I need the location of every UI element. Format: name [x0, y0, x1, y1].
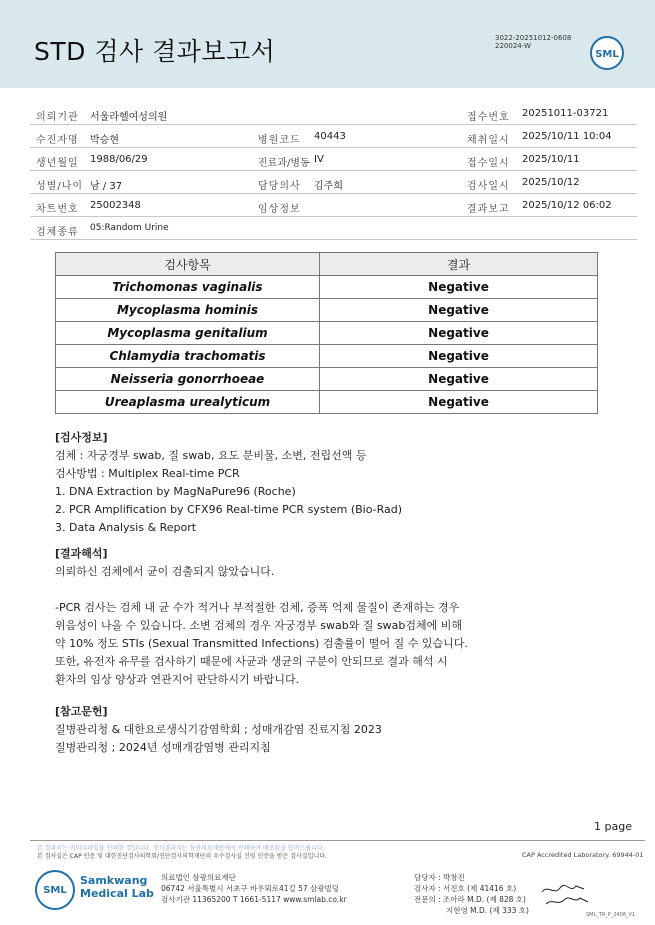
value-specimen-type: 05:Random Urine [90, 223, 169, 233]
value-report-time: 2025/10/12 06:02 [522, 200, 612, 211]
value-receipt-number: 20251011-03721 [522, 108, 609, 119]
info-row [30, 102, 637, 125]
interpretation-line: 환자의 임상 양상과 연관지어 판단하시기 바랍니다. [55, 673, 300, 686]
label-birth-date: 생년월일 [36, 158, 79, 169]
label-receipt-time: 접수일시 [467, 158, 510, 169]
test-result: Negative [320, 299, 598, 322]
label-test-time: 검사일시 [467, 181, 510, 192]
value-receipt-time: 2025/10/11 [522, 154, 580, 165]
report-title: STD 검사 결과보고서 [34, 37, 276, 66]
cap-accreditation: CAP Accredited Laboratory. 69944-01 [522, 851, 644, 859]
footer-divider [30, 840, 645, 841]
value-chart-number: 25002348 [90, 200, 141, 211]
samkwang-logo-text: SML [43, 885, 67, 896]
document-id [495, 34, 571, 50]
test-info-line: 3. Data Analysis & Report [55, 521, 197, 534]
table-row [56, 391, 598, 414]
value-physician: 김주희 [314, 181, 343, 192]
footer-print-notice: 본 결과지는 이미지파일을 인쇄한 것입니다. 정식결과지는 삼광의료재단에서 인쇄하여 배포됨을 알려드립니다. [37, 845, 325, 852]
sml-logo-icon [590, 36, 624, 70]
staff-line: 전문의 : 조아라 M.D. (제 828 호) [414, 895, 526, 904]
value-hospital-code: 40443 [314, 131, 346, 142]
form-code: SML_TR_P_2408_V1 [586, 912, 636, 918]
address-line: 의료법인 삼광의료재단 [161, 873, 236, 882]
staff-line: 지현영 M.D. (제 333 호) [446, 906, 529, 915]
label-report-time: 결과보고 [467, 204, 510, 215]
address-line: 검사기관 11365200 T 1661-5117 www.smlab.co.kr [161, 895, 347, 904]
results-table [55, 252, 598, 414]
reference-line: 질병관리청 & 대한요로생식기감염학회 ; 성매개감염 진료지침 2023 [55, 723, 382, 736]
label-physician: 담당의사 [258, 181, 301, 192]
document-id-line2: 220024-W [495, 42, 531, 50]
table-row [56, 345, 598, 368]
test-result: Negative [320, 391, 598, 414]
lab-address [161, 872, 347, 905]
test-item: Mycoplasma genitalium [56, 322, 320, 345]
interpretation-title: [결과해석] [55, 547, 108, 560]
brand-line2: Medical Lab [80, 887, 154, 900]
label-hospital-code: 병원코드 [258, 135, 301, 146]
info-row [30, 217, 637, 240]
test-item: Mycoplasma hominis [56, 299, 320, 322]
staff-line: 검사자 : 서진호 (제 41416 호) [414, 884, 517, 893]
footer-accreditation-notice: 본 검사실은 CAP 인증 및 대한진단검사의학회/진단검사의학재단의 우수검사실 신임 인증을 받은 검사실입니다. [37, 853, 327, 860]
column-header-test-item: 검사항목 [56, 253, 320, 276]
test-info-section [55, 429, 402, 537]
interpretation-summary: 의뢰하신 검체에서 균이 검출되지 않았습니다. [55, 565, 275, 578]
interpretation-line: -PCR 검사는 검체 내 균 수가 적거나 부적절한 검체, 증폭 억제 물질이 존재하는 경우 [55, 601, 460, 614]
table-row [56, 276, 598, 299]
test-result: Negative [320, 345, 598, 368]
test-result: Negative [320, 276, 598, 299]
reference-line: 질병관리청 ; 2024년 성매개감염병 관리지침 [55, 741, 271, 754]
test-info-line: 검체 : 자궁경부 swab, 질 swab, 요도 분비물, 소변, 전립선액 등 [55, 449, 367, 462]
report-header [0, 0, 655, 88]
test-result: Negative [320, 368, 598, 391]
value-test-time: 2025/10/12 [522, 177, 580, 188]
info-row [30, 148, 637, 171]
label-specimen-type: 검체종류 [36, 227, 79, 238]
staff-line: 담당자 : 박창진 [414, 873, 465, 882]
info-row [30, 125, 637, 148]
test-info-line: 2. PCR Amplification by CFX96 Real-time PCR system (Bio-Rad) [55, 503, 403, 516]
test-item: Neisseria gonorrhoeae [56, 368, 320, 391]
interpretation-line: 위음성이 나올 수 있습니다. 소변 검체의 경우 자궁경부 swab와 질 swab검체에 비해 [55, 619, 463, 632]
sml-logo-text: SML [595, 49, 619, 60]
interpretation-line: 또한, 유전자 유무를 검사하기 때문에 사균과 생균의 구분이 안되므로 결과 해석 시 [55, 655, 448, 668]
interpretation-line: 약 10% 정도 STIs (Sexual Transmitted Infections) 검출률이 떨어 질 수 있습니다. [55, 637, 468, 650]
label-sex-age: 성별/나이 [36, 181, 84, 192]
test-item: Ureaplasma urealyticum [56, 391, 320, 414]
lab-staff [414, 872, 529, 916]
test-result: Negative [320, 322, 598, 345]
samkwang-brand [80, 874, 154, 900]
label-department: 진료과/병동 [258, 158, 310, 169]
label-collection-time: 채취일시 [467, 135, 510, 146]
value-birth-date: 1988/06/29 [90, 154, 148, 165]
document-id-line1: 3022-20251012-0608 [495, 34, 572, 42]
interpretation-section [55, 545, 468, 689]
test-item: Trichomonas vaginalis [56, 276, 320, 299]
label-clinical-info: 임상정보 [258, 204, 301, 215]
test-info-title: [검사정보] [55, 431, 108, 444]
spacer [55, 581, 468, 599]
page-number: 1 page [594, 820, 632, 833]
info-row [30, 194, 637, 217]
label-receipt-number: 접수번호 [467, 112, 510, 123]
test-info-line: 검사방법 : Multiplex Real-time PCR [55, 467, 240, 480]
table-row [56, 322, 598, 345]
value-department: IV [314, 154, 324, 165]
signature-icon [540, 880, 590, 910]
value-sex-age: 남 / 37 [90, 181, 123, 192]
value-patient-name: 박승현 [90, 135, 119, 146]
test-item: Chlamydia trachomatis [56, 345, 320, 368]
samkwang-logo-icon [35, 870, 75, 910]
value-requesting-institution: 서울라헬여성의원 [90, 112, 168, 123]
label-requesting-institution: 의뢰기관 [36, 112, 79, 123]
results-header-row [56, 253, 598, 276]
address-line: 06742 서울특별시 서초구 바우뫼로41길 57 삼광빌딩 [161, 884, 340, 893]
references-title: [참고문헌] [55, 705, 108, 718]
value-collection-time: 2025/10/11 10:04 [522, 131, 612, 142]
label-patient-name: 수진자명 [36, 135, 79, 146]
references-section [55, 703, 382, 757]
column-header-result: 결과 [320, 253, 598, 276]
test-info-line: 1. DNA Extraction by MagNaPure96 (Roche) [55, 485, 296, 498]
label-chart-number: 차트번호 [36, 204, 79, 215]
brand-line1: Samkwang [80, 874, 148, 887]
info-row [30, 171, 637, 194]
table-row [56, 299, 598, 322]
table-row [56, 368, 598, 391]
patient-info-table [30, 102, 637, 240]
